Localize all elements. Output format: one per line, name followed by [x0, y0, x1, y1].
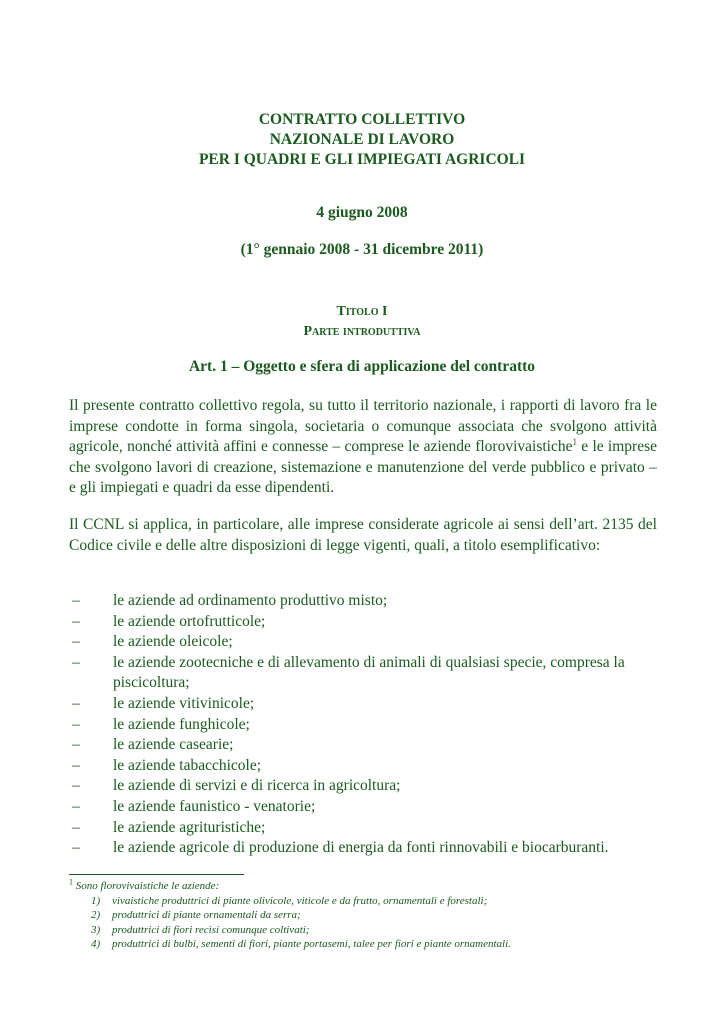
paragraph-1-text-b: e le imprese che svolgono lavori di creazione, sistemazione e manutenzione del verde pubblico e privato – e gli impiegati e quadri da esse dipendenti.: [69, 438, 657, 497]
dash-bullet: –: [72, 653, 80, 671]
list-item: [69, 694, 659, 715]
dash-bullet: –: [72, 592, 80, 609]
document-title: [0, 110, 724, 170]
list-item: [69, 776, 659, 797]
dash-bullet: –: [72, 818, 80, 836]
dash-bullet: –: [72, 715, 80, 733]
validity-period: (1° gennaio 2008 - 31 dicembre 2011): [240, 241, 484, 258]
list-item-text: le aziende ortofrutticole;: [113, 612, 266, 630]
footnote: [69, 879, 669, 952]
title-line-3: PER I QUADRI E GLI IMPIEGATI AGRICOLI: [198, 151, 526, 168]
list-item: [69, 838, 659, 859]
footnote-reference[interactable]: 1: [572, 437, 577, 448]
company-type-list: [69, 591, 659, 859]
footnote-list: [69, 894, 669, 952]
footnote-item: [69, 923, 669, 938]
list-item: [69, 612, 659, 633]
footnote-separator: [69, 874, 244, 875]
list-item: [69, 653, 659, 694]
list-item: [69, 715, 659, 736]
list-item: [69, 797, 659, 818]
footnote-number: 1: [69, 877, 73, 887]
list-item-text: le aziende tabacchicole;: [113, 756, 262, 774]
footnote-item-text: produttrici di fiori recisi comunque coltivati;: [112, 923, 310, 936]
footnote-heading-text: Sono florovivaistiche le aziende:: [75, 880, 220, 892]
list-item: [69, 632, 659, 653]
dash-bullet: –: [72, 633, 80, 651]
footnote-item-text: vivaistiche produttrici di piante olivicole, viticole e da frutto, ornamentali e forestali;: [112, 894, 488, 907]
dash-bullet: –: [72, 797, 80, 815]
dash-bullet: –: [72, 612, 80, 630]
footnote-item-number: 3): [91, 923, 101, 936]
list-item-text: le aziende vitivinicole;: [113, 694, 255, 712]
list-item: [69, 591, 659, 612]
footnote-item-number: 4): [91, 938, 101, 951]
list-item-text: le aziende casearie;: [113, 736, 234, 754]
footnote-item-number: 2): [91, 909, 101, 922]
dash-bullet: –: [72, 694, 80, 712]
parte-label: Parte introduttiva: [303, 324, 421, 339]
footnote-item: [69, 908, 669, 923]
list-item-text: le aziende agrituristiche;: [113, 818, 266, 836]
list-item-text: le aziende faunistico - venatorie;: [113, 797, 316, 815]
list-item-text: le aziende ad ordinamento produttivo misto;: [113, 592, 388, 609]
dash-bullet: –: [72, 736, 80, 754]
footnote-item-number: 1): [91, 894, 101, 907]
article-title: Art. 1 – Oggetto e sfera di applicazione del contratto: [188, 358, 536, 375]
footnote-item-text: produttrici di bulbi, sementi di fiori, piante portasemi, talee per fiori e piante ornamentali.: [112, 938, 511, 951]
list-item: [69, 818, 659, 839]
footnote-item: [69, 937, 669, 952]
titolo-label: Titolo I: [336, 304, 388, 319]
title-line-2: NAZIONALE DI LAVORO: [269, 131, 455, 148]
footnote-item: [69, 894, 669, 909]
section-heading: [0, 302, 724, 342]
list-item-text: le aziende oleicole;: [113, 633, 233, 651]
dash-bullet: –: [72, 777, 80, 795]
contract-date: 4 giugno 2008: [316, 204, 408, 221]
paragraph-1: [69, 396, 657, 499]
list-item-text: le aziende di servizi e di ricerca in agricoltura;: [113, 777, 401, 795]
list-item: [69, 756, 659, 777]
paragraph-1-text-a: Il presente contratto collettivo regola, su tutto il territorio nazionale, i rapporti di lavoro fra le imprese condotte in forma singola, societaria o comunque associata che svolgono attività agricole, nonché attività affini e connesse – comprese le aziende florovivaistiche: [69, 397, 657, 456]
list-item-text: le aziende agricole di produzione di energia da fonti rinnovabili e biocarburanti.: [113, 839, 609, 857]
dash-bullet: –: [72, 839, 80, 857]
title-line-1: CONTRATTO COLLETTIVO: [258, 111, 466, 128]
list-item-text: le aziende zootecniche e di allevamento di animali di qualsiasi specie, compresa la piscicoltura;: [113, 653, 625, 692]
footnote-heading: [69, 879, 669, 894]
dash-bullet: –: [72, 756, 80, 774]
list-item-text: le aziende funghicole;: [113, 715, 250, 733]
paragraph-2: Il CCNL si applica, in particolare, alle imprese considerate agricole ai sensi dell’art. 2135 del Codice civile e delle altre disposizioni di legge vigenti, quali, a titolo esemplificativo:: [69, 516, 657, 554]
footnote-item-text: produttrici di piante ornamentali da serra;: [112, 909, 301, 922]
list-item: [69, 735, 659, 756]
